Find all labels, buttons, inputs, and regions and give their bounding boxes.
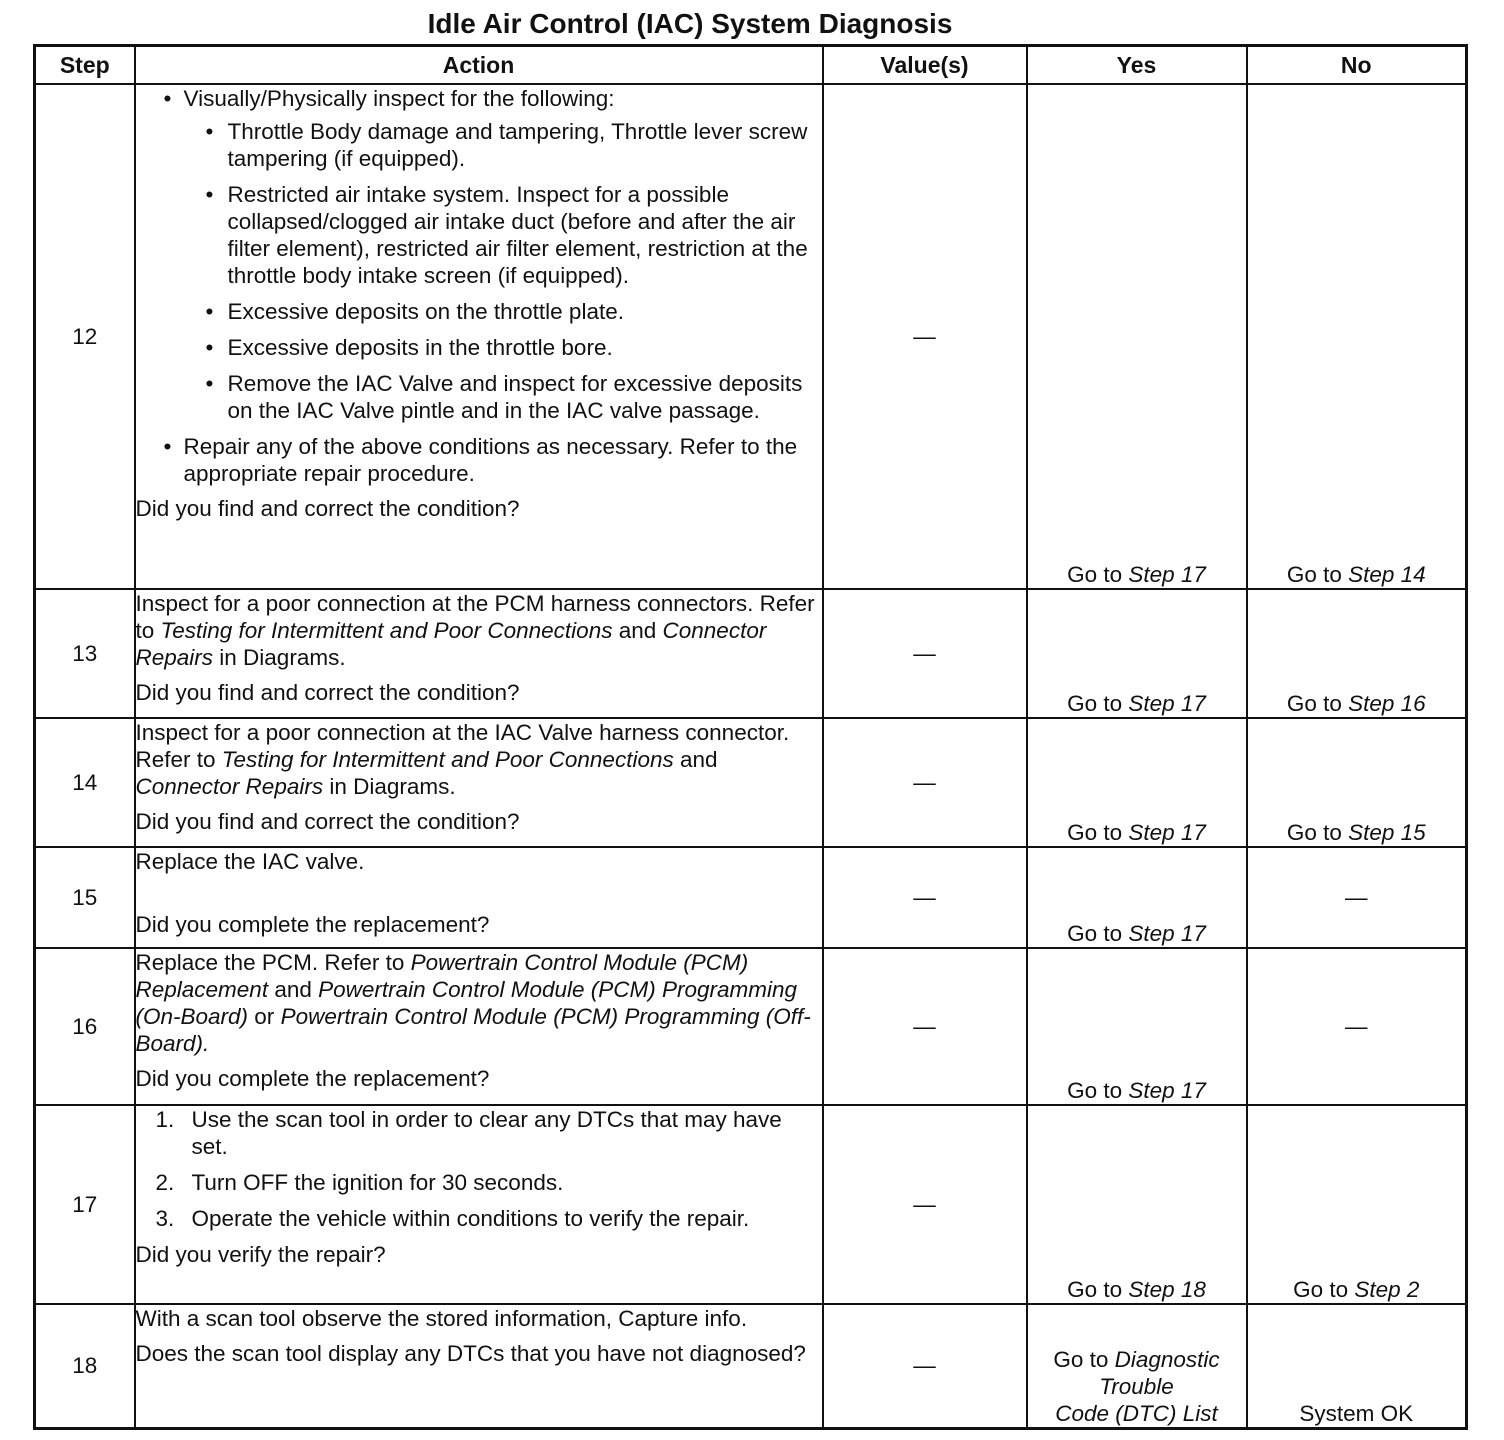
table-row (35, 948, 1467, 1105)
bullet-list (136, 85, 822, 487)
item-number: 2. (155, 1170, 175, 1195)
dash-value: — (1345, 885, 1368, 910)
go-to-text: Go to (1067, 820, 1123, 845)
action-text (136, 949, 822, 1057)
yes-step-link: Step 17 (1128, 921, 1206, 946)
table-row (35, 1105, 1467, 1304)
action-cell (135, 1304, 823, 1428)
action-cell (135, 847, 823, 948)
no-cell (1247, 847, 1467, 948)
question-text: Did you verify the repair? (135, 1242, 386, 1267)
step-number: 16 (35, 948, 135, 1105)
list-item (156, 1205, 822, 1232)
header-no: No (1247, 46, 1467, 85)
action-text: Replace the IAC valve. (135, 849, 365, 874)
action-cell (135, 84, 823, 589)
no-cell (1247, 1105, 1467, 1304)
header-action: Action (135, 46, 823, 85)
yes-cell (1027, 718, 1247, 847)
question-text: Did you complete the replacement? (135, 912, 490, 937)
dash-value: — (913, 1353, 936, 1379)
text-run: Inspect for a poor connection at the PCM harness connectors. Refer to (135, 591, 815, 643)
yes-step-link: Step 17 (1128, 1078, 1206, 1103)
sub-bullet-list (184, 118, 822, 424)
text-run: and (673, 747, 718, 772)
yes-cell (1027, 84, 1247, 589)
action-text: With a scan tool observe the stored information, Capture info. (135, 1306, 748, 1331)
reference-italic: Connector Repairs (135, 774, 324, 799)
go-to-text: Go to (1067, 1277, 1123, 1302)
text-run: or (248, 1004, 281, 1029)
step-number: 17 (35, 1105, 135, 1304)
no-step-link: Step 15 (1348, 820, 1426, 845)
step-number: 14 (35, 718, 135, 847)
list-item (156, 1106, 822, 1160)
list-item-text: Turn OFF the ignition for 30 seconds. (191, 1170, 564, 1195)
reference-italic: Powertrain Control Module (PCM) Replacement (135, 950, 749, 1002)
go-to-text: Go to (1286, 691, 1342, 716)
go-to-text: Go to (1067, 562, 1123, 587)
list-item: • Throttle Body damage and tampering, Throttle lever screw tampering (if equipped). (204, 118, 822, 172)
diagnosis-table (33, 44, 1468, 1430)
step-number: 18 (35, 1304, 135, 1428)
list-item: • Restricted air intake system. Inspect for a possible collapsed/clogged air intake duct (before and after the air filter element), restricted air filter element, restriction at the throttle body intake screen (if equipped). (204, 181, 822, 289)
text-run: Replace the PCM. Refer to (135, 950, 411, 975)
yes-cell (1027, 589, 1247, 718)
list-item: • Excessive deposits in the throttle bore. (204, 334, 822, 361)
no-cell (1247, 718, 1467, 847)
yes-cell (1027, 1105, 1247, 1304)
header-values: Value(s) (823, 46, 1027, 85)
system-ok-text: System OK (1299, 1400, 1414, 1426)
reference-italic: Diagnostic (1114, 1346, 1220, 1372)
question-text: Did you find and correct the condition? (135, 809, 520, 834)
question-text: Did you complete the replacement? (135, 1066, 490, 1091)
yes-cell (1027, 948, 1247, 1105)
list-item (160, 85, 822, 424)
value-cell (823, 718, 1027, 847)
yes-step-link: Step 17 (1128, 691, 1206, 716)
go-to-text: Go to (1286, 820, 1342, 845)
dash-value: — (913, 885, 936, 910)
item-number: 1. (155, 1107, 175, 1132)
no-cell (1247, 589, 1467, 718)
reference-italic: Trouble (1099, 1373, 1174, 1399)
value-cell (823, 1105, 1027, 1304)
text-run: in Diagrams. (213, 645, 346, 670)
list-item-text: Visually/Physically inspect for the following: (183, 86, 615, 111)
yes-step-link: Step 17 (1128, 820, 1206, 845)
action-cell (135, 1105, 823, 1304)
list-item: • Remove the IAC Valve and inspect for excessive deposits on the IAC Valve pintle and in the IAC valve passage. (204, 370, 822, 424)
header-step: Step (35, 46, 135, 85)
table-row (35, 84, 1467, 589)
action-cell (135, 948, 823, 1105)
no-cell (1247, 948, 1467, 1105)
no-step-link: Step 2 (1354, 1277, 1420, 1302)
go-to-text: Go to (1067, 691, 1123, 716)
dash-value: — (913, 324, 936, 349)
list-item-text: Operate the vehicle within conditions to verify the repair. (191, 1206, 750, 1231)
dash-value: — (913, 641, 936, 666)
header-yes: Yes (1027, 46, 1247, 85)
question-text: Does the scan tool display any DTCs that you have not diagnosed? (135, 1341, 806, 1366)
value-cell (823, 1304, 1027, 1428)
action-cell (135, 589, 823, 718)
reference-italic: Powertrain Control Module (PCM) Programming (On-Board) (135, 977, 798, 1029)
dash-value: — (913, 1192, 936, 1217)
value-cell (823, 589, 1027, 718)
no-step-link: Step 16 (1348, 691, 1426, 716)
yes-step-link: Step 17 (1128, 562, 1206, 587)
no-cell (1247, 84, 1467, 589)
go-to-text: Go to (1067, 1078, 1123, 1103)
table-row (35, 1304, 1467, 1428)
dash-value: — (913, 770, 936, 795)
text-run: in Diagrams. (323, 774, 456, 799)
action-text (136, 590, 822, 671)
go-to-text: Go to (1286, 562, 1342, 587)
dash-value: — (913, 1014, 936, 1039)
action-cell (135, 718, 823, 847)
go-to-text: Go to (1293, 1277, 1349, 1302)
question-text: Did you find and correct the condition? (135, 496, 520, 521)
page-title: Idle Air Control (IAC) System Diagnosis (427, 8, 953, 39)
value-cell (823, 948, 1027, 1105)
reference-italic: Powertrain Control Module (PCM) Programming (Off-Board). (135, 1004, 811, 1056)
reference-italic: Code (DTC) List (1055, 1400, 1218, 1426)
go-to-text: Go to (1053, 1346, 1109, 1372)
text-run: and (612, 618, 663, 643)
header-row (35, 46, 1467, 85)
dash-value: — (1345, 1014, 1368, 1039)
reference-italic: Connector Repairs (135, 618, 767, 670)
value-cell (823, 847, 1027, 948)
value-cell (823, 84, 1027, 589)
reference-italic: Testing for Intermittent and Poor Connections (160, 618, 613, 643)
no-step-link: Step 14 (1348, 562, 1426, 587)
go-to-text: Go to (1067, 921, 1123, 946)
numbered-list (136, 1106, 822, 1232)
table-row (35, 718, 1467, 847)
list-item-text: Use the scan tool in order to clear any DTCs that may have set. (191, 1107, 782, 1159)
yes-cell (1027, 847, 1247, 948)
no-cell (1247, 1304, 1467, 1428)
reference-italic: Testing for Intermittent and Poor Connections (221, 747, 674, 772)
step-number: 12 (35, 84, 135, 589)
step-number: 13 (35, 589, 135, 718)
list-item (156, 1169, 822, 1196)
yes-step-link: Step 18 (1128, 1277, 1206, 1302)
item-number: 3. (155, 1206, 175, 1231)
text-run: Inspect for a poor connection at the IAC Valve harness connector. Refer to (135, 720, 790, 772)
yes-cell (1027, 1304, 1247, 1428)
step-number: 15 (35, 847, 135, 948)
text-run: and (268, 977, 319, 1002)
list-item: • Repair any of the above conditions as necessary. Refer to the appropriate repair procedure. (160, 433, 822, 487)
question-text: Did you find and correct the condition? (135, 680, 520, 705)
table-row (35, 847, 1467, 948)
action-text (136, 719, 822, 800)
list-item: • Excessive deposits on the throttle plate. (204, 298, 822, 325)
table-row (35, 589, 1467, 718)
